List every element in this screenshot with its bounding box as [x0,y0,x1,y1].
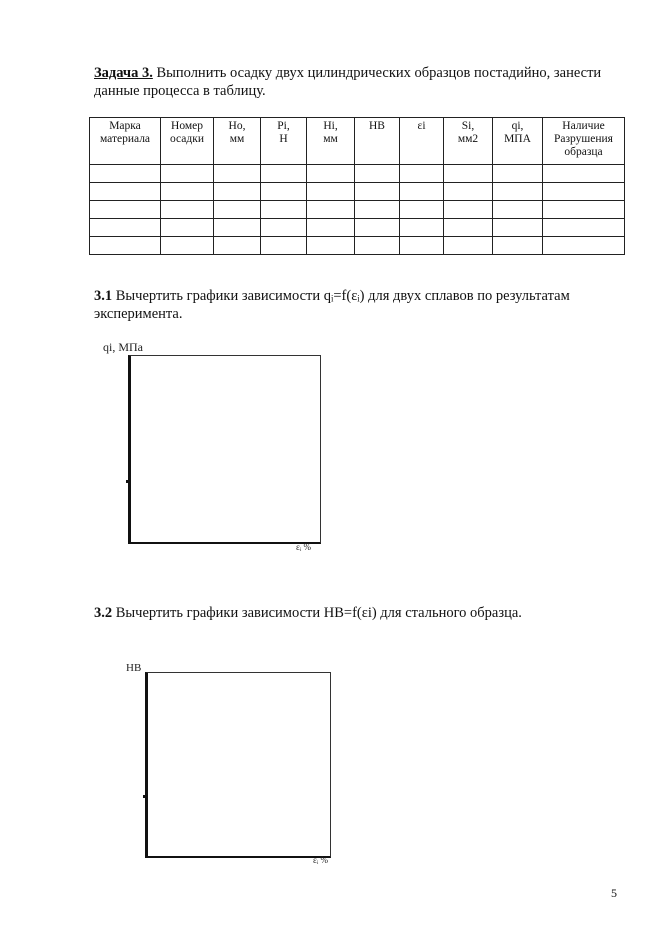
table-cell[interactable] [444,201,493,219]
col-header: HB [355,118,400,165]
col-header: Pi, Н [261,118,307,165]
table-row [90,201,625,219]
table-cell[interactable] [355,237,400,255]
table-cell[interactable] [400,165,444,183]
table-cell[interactable] [161,183,214,201]
graph2-y-label: HB [126,662,142,674]
table-cell[interactable] [493,237,543,255]
col-header: Номер осадки [161,118,214,165]
table-cell[interactable] [307,237,355,255]
table-cell[interactable] [444,237,493,255]
col-header: qi, МПА [493,118,543,165]
table-cell[interactable] [214,201,261,219]
col-header: εi [400,118,444,165]
graph1-tick [126,480,128,483]
table-cell[interactable] [90,219,161,237]
table-cell[interactable] [400,219,444,237]
table-cell[interactable] [161,201,214,219]
graph1-x-label: εᵢ % [296,542,311,552]
table-cell[interactable] [355,165,400,183]
table-cell[interactable] [214,183,261,201]
table-cell[interactable] [90,183,161,201]
table-cell[interactable] [261,219,307,237]
table-cell[interactable] [307,165,355,183]
table-cell[interactable] [493,165,543,183]
task-title [94,64,614,100]
table-cell[interactable] [355,201,400,219]
page-number: 5 [611,886,617,900]
table-cell[interactable] [493,183,543,201]
section-3-2-title [94,604,634,622]
table-row [90,237,625,255]
table-cell[interactable] [493,219,543,237]
graph2-tick [143,795,145,798]
table-cell[interactable] [90,201,161,219]
table-cell[interactable] [307,183,355,201]
table-cell[interactable] [261,201,307,219]
col-header: Hi, мм [307,118,355,165]
table-cell[interactable] [161,237,214,255]
table-cell[interactable] [214,237,261,255]
table-cell[interactable] [493,201,543,219]
table-cell[interactable] [261,237,307,255]
graph2-plot-area [145,672,331,858]
table-row [90,183,625,201]
graph1-plot-area [128,355,321,544]
col-header: Si, мм2 [444,118,493,165]
table-cell[interactable] [307,219,355,237]
section-3-1-text: Вычертить графики зависимости qᵢ=f(εᵢ) для двух сплавов по результатам эксперимента. [94,288,570,322]
table-cell[interactable] [543,237,625,255]
table-cell[interactable] [355,183,400,201]
table-cell[interactable] [355,219,400,237]
table-cell[interactable] [543,219,625,237]
table-cell[interactable] [161,219,214,237]
section-3-1-title [94,287,634,323]
col-header: Ho, мм [214,118,261,165]
data-table [89,117,625,255]
col-header: Наличие Разрушения образца [543,118,625,165]
graph1-y-label: qi, МПа [103,340,143,354]
table-cell[interactable] [400,237,444,255]
table-cell[interactable] [543,201,625,219]
task-text: Выполнить осадку двух цилиндрических образцов постадийно, занести данные процесса в таблицу. [94,65,602,99]
table-row [90,165,625,183]
col-header: Марка материала [90,118,161,165]
task-lead: Задача 3. [94,65,153,81]
section-3-2-number: 3.2 [94,605,113,621]
table-cell[interactable] [400,183,444,201]
table-cell[interactable] [444,219,493,237]
table-cell[interactable] [444,183,493,201]
table-cell[interactable] [400,201,444,219]
table-cell[interactable] [444,165,493,183]
table-cell[interactable] [307,201,355,219]
table-cell[interactable] [161,165,214,183]
table-cell[interactable] [543,165,625,183]
section-3-1-number: 3.1 [94,288,113,304]
table-header-row [90,118,625,165]
table-cell[interactable] [261,183,307,201]
table-cell[interactable] [90,237,161,255]
table-row [90,219,625,237]
table-cell[interactable] [214,165,261,183]
table-cell[interactable] [90,165,161,183]
table-cell[interactable] [214,219,261,237]
section-3-2-text: Вычертить графики зависимости HB=f(εi) для стального образца. [112,605,522,621]
graph2-x-label: εᵢ % [313,855,328,865]
table-cell[interactable] [261,165,307,183]
table-cell[interactable] [543,183,625,201]
